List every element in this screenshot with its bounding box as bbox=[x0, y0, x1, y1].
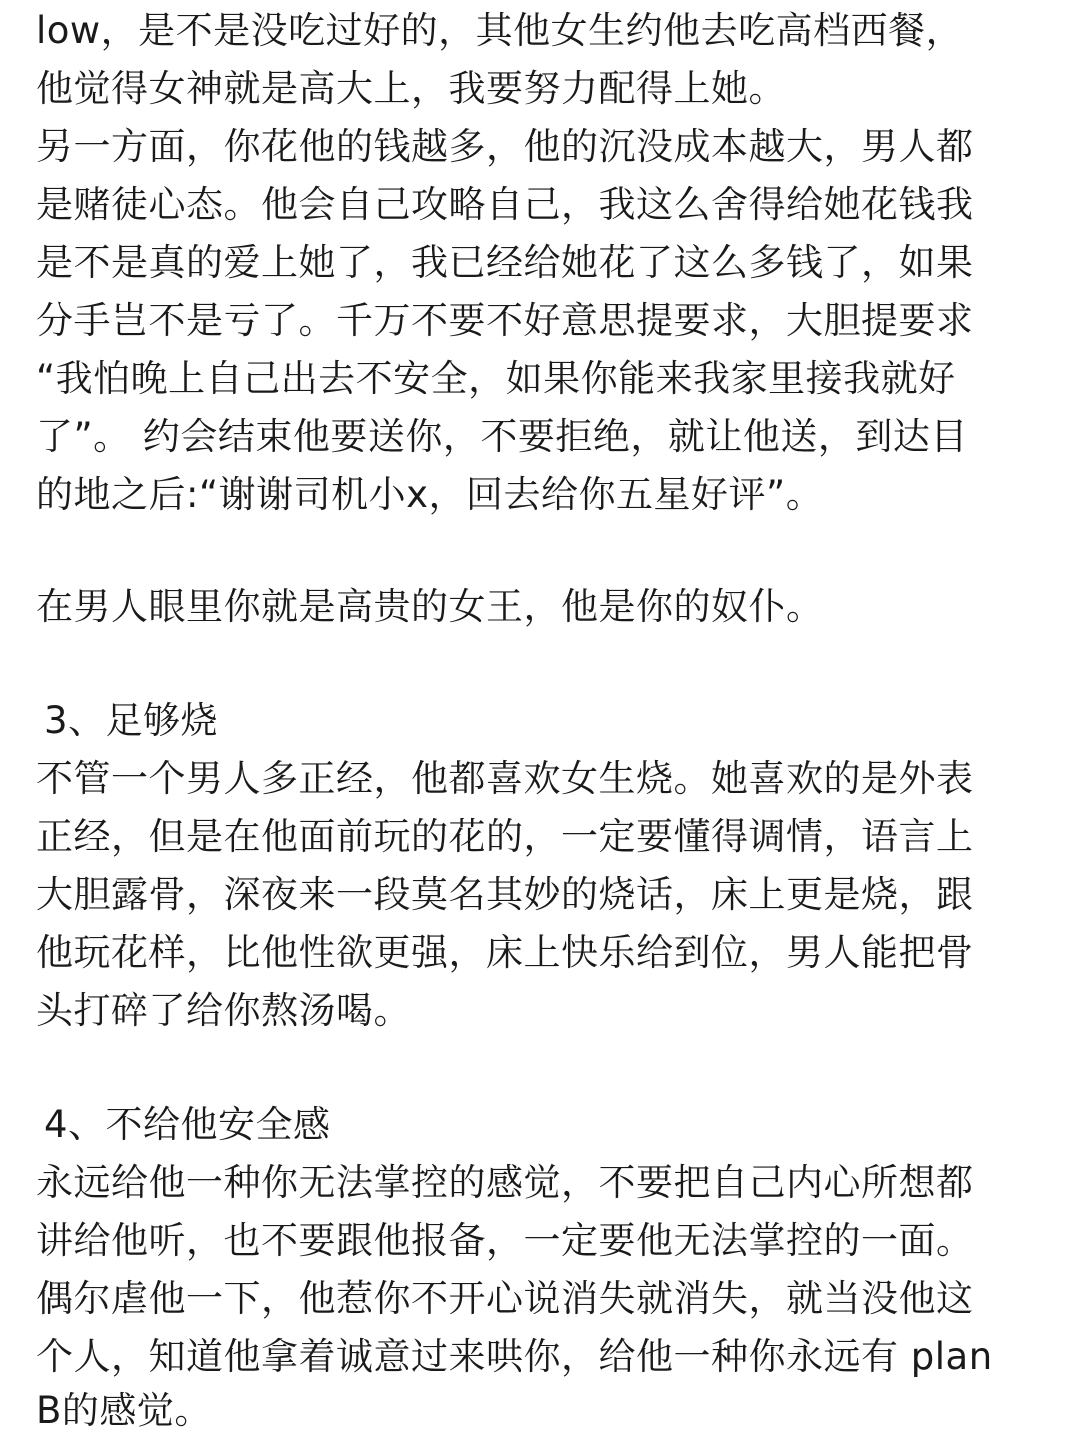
paragraph-line: 个人，知道他拿着诚意过来哄你，给他一种你永远有 plan bbox=[36, 1335, 993, 1378]
paragraph-line: 大胆露骨，深夜来一段莫名其妙的烧话，床上更是烧，跟 bbox=[36, 873, 974, 916]
section-heading: 4、不给他安全感 bbox=[44, 1103, 331, 1146]
paragraph-line: 不管一个男人多正经，他都喜欢女生烧。她喜欢的是外表 bbox=[36, 757, 974, 800]
section-heading: 3、足够烧 bbox=[44, 699, 219, 742]
paragraph-line: 是不是真的爱上她了，我已经给她花了这么多钱了，如果 bbox=[36, 241, 974, 284]
paragraph-line: low，是不是没吃过好的，其他女生约他去吃高档西餐， bbox=[36, 9, 964, 52]
paragraph-line: 他觉得女神就是高大上，我要努力配得上她。 bbox=[36, 67, 786, 110]
paragraph-line: 的地之后:“谢谢司机小x，回去给你五星好评”。 bbox=[36, 473, 824, 516]
paragraph-line: 分手岂不是亏了。千万不要不好意思提要求，大胆提要求 bbox=[36, 299, 974, 342]
paragraph-line: “我怕晚上自己出去不安全，如果你能来我家里接我就好 bbox=[36, 357, 956, 400]
paragraph-line: 另一方面，你花他的钱越多，他的沉没成本越大，男人都 bbox=[36, 125, 974, 168]
paragraph-line: 在男人眼里你就是高贵的女王，他是你的奴仆。 bbox=[36, 585, 824, 628]
paragraph-line: B的感觉。 bbox=[36, 1389, 212, 1432]
paragraph-line: 正经，但是在他面前玩的花的，一定要懂得调情，语言上 bbox=[36, 815, 974, 858]
paragraph-line: 他玩花样，比他性欲更强，床上快乐给到位，男人能把骨 bbox=[36, 931, 974, 974]
paragraph-line: 是赌徒心态。他会自己攻略自己，我这么舍得给她花钱我 bbox=[36, 183, 974, 226]
paragraph-line: 了”。 约会结束他要送你，不要拒绝，就让他送，到达目 bbox=[36, 415, 968, 458]
paragraph-line: 偶尔虐他一下，他惹你不开心说消失就消失，就当没他这 bbox=[36, 1277, 974, 1320]
paragraph-line: 永远给他一种你无法掌控的感觉，不要把自己内心所想都 bbox=[36, 1161, 974, 1204]
paragraph-line: 头打碎了给你熬汤喝。 bbox=[36, 989, 411, 1032]
paragraph-line: 讲给他听，也不要跟他报备，一定要他无法掌控的一面。 bbox=[36, 1219, 974, 1262]
